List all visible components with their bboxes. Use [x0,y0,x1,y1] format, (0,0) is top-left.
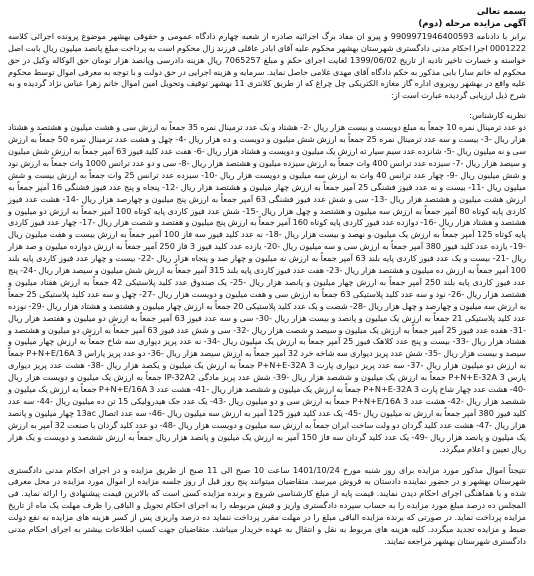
expert-opinion-list: دو عدد ترمینال نمره 10 جمعاً به مبلغ دویست و بیست هزار ریال -2- هشتاد و یک عدد ترمینال نمره 35 جمعاً به ارزش سی و هشت میلیون و هشتصد و هشتاد هزار ریال -3- بیست و سه عدد ترمینال نمره 25 جمعاً به ارزش شش میلیون و دویست و ده هزار ریال -4- چهل و هشت عدد ترمینال نمره 50 جمعاً به ارزش سی و نه میلیون ریال -5- شانزده عدد سیم سیار ته ارزش یک میلیون و دویست و هشتاد هزار ریال -6- هفت عدد کلید فیوز 63 آمپر جمعاً به ارزش شش میلیون و سیصد هزار ریال -7- سیزده عدد ترانس 400 وات جمعاً به ارزش سیزده میلیون و هشتصد هزار ریال -8- سی و دو عدد ترانس 1000 وات جمعاً به ارزش نود و شش میلیون ریال -9- چهار عدد ترانس 40 وات به ارزش سه میلیون و دویست هزار ریال -10- سیزده عدد ترانس 25 وات جمعاً به ارزش بیست و شش میلیون ریال -11- بیست و نه عدد فیوز فشنگی 25 آمپر جمعاً به ارزش چهار میلیون و هشتصد هزار ریال -12- پنجاه و پنج عدد فیوز فشنگی 16 آمپر جمعاً به ارزش هشت میلیون و هشتصد هزار ریال -13- سی و شش عدد فیوز فشنگی 63 آمپر جمعاً به ارزش پنج میلیون و چهارصد هزار ریال -14- هشت عدد فیوز کاردی پایه کوتاه 80 آمپر جمعاً به ارزش سه میلیون و هشتصد و چهل هزار ریال -15- شش عدد فیوز کاردی پایه کوتاه 100 آمپر جمعاً به ارزش دو میلیون و هشتصد و هشتاد هزار ریال -16- دوازده عدد فیوز کاردی پایه کوتاه 160 آمپر جمعاً به ارزش پنج میلیون و هفتصد و شصت هزار ریال -17- چهار عدد فیوز کاردی پایه کوتاه 125 آمپر جمعاً به ارزش یک میلیون و نهصد و بیست هزار ریال -18- نه عدد کلید فیوز سه فاز 100 آمپر جمعاً به ارزش بیست و هفت میلیون ریال -19- یازده عدد کلید فیوز 380 آمپر جمعاً به ارزش سی و سه میلیون ریال -20- یازده عدد کلید فیوز 3 فاز 250 آمپر جمعاً به ارزش دوازده میلیون و صد هزار ریال -21- بیست و یک عدد فیوز کاردی پایه بلند 63 آمپر جمعاً به ارزش نه میلیون و چهار صد و پنجاه هزار ریال -22- بیست و چهار عدد فیوز کاردی پایه بلند 100 آمپر جمعاً به ارزش ده میلیون و هشتصد هزار ریال -23- هفت عدد فیوز کاردی پایه بلند 315 آمپر جمعاً به ارزش شش میلیون و سیصد هزار ریال -24- پنج عدد فیوز کاردی پایه بلند 250 آمپر جمعاً به ارزش چهار میلیون و پانصد هزار ریال -25- یک صندوق عدد کلید پلاستیکی 42 جمعاً به ارزش هفتاد میلیون و هشتصد هزار ریال -26- نود و سه عدد کلید پلاستیکی 63 جمعاً به ارزش سی و هفت میلیون و دویست هزار ریال -27- چهل و سه عدد کلید پلاستیکی 25 جمعاً به ارزش سه میلیون و چهارصد و چهل هزار ریال -28- شصت و یک عدد کلید پلاستیکی 20 جمعاً به ارزش چهار میلیون و هشتصد و هشتاد هزار ریال -29- نوزده عدد کلید پلاستیکی 21 جمعاً به ارزش یک میلیون و پانصد و بیست هزار ریال -30- سی و سه عدد فیوز 63 آمپر جمعاً به ارزش دو میلیون و هفتصد هزار ریال -31- هفده عدد فیوز 25 آمپر جمعاً به ارزش یک میلیون و سیصد و شصت هزار ریال -32- سی و شش عدد فیوز 63 آمپر جمعاً به ارزش دو میلیون و هشتصد و هشتاد هزار ریال -33- بیست و پنج عدد کلاهک فیوز 25 آمپر جمعاً به ارزش یک میلیون ریال -34- نه عدد پریز دیواری سه شاخ جمعاً به ارزش چهار میلیون و سیصد و بیست هزار ریال -35- شش عدد پریز دیواری سه شاخه خرد 32 آمپر جمعاً به ارزش سیصد هزار ریال -36- دو عدد پریز پاراس P+N+E/16A 3 جمعاً به ارزش دو میلیون هزار ریال -37- سه عدد پریز دیواری پارت P+N+E-32A 3 جمعاً به ارزش یک میلیون و یکصد هزار ریال -38- هشت عدد پریز دیواری پارس P+N+E-32A 3 جمعاً به ارزش یک میلیون و ششصد هزار ریال -39- شش عدد پریز مادگی IP-32A2 جمعاً به ارزش یک میلیون و دویست هزار ریال -40- هشت عدد چهار شاخ پارت P+N+E-32A 3 جمعاً به ارزش یک میلیون و ششصد هزار ریال -41- هشت عدد P+N+E/16A 3 جمعاً به ارزش یک میلیون و ششصد هزار ریال -42- هشت عدد P+N+E/16A 3 جمعاً به ارزش سی و دو میلیون ریال -43- یک عدد جک هیدرولیکی 15 تن ده میلیون ریال -44- سه عدد کلید فیوز 380 آمپر جمعاً به ارزش نه میلیون ریال -45- یک عدد کلید فیوز 125 آمپر به ارزش سه میلیون ریال -46- سه عدد اتصال 13ac چهار میلیون و پانصد هزار ریال -47- هشت عدد کلید گردان دو ولت ساخت ایران جمعاً به ارزش سه میلیون و دویست هزار ریال -48- دو عدد کلید گردان با صنعت 32 آمپر به ارزش یک میلیون و پانصد هزار ریال -49- یک عدد کلید گردان سه فاز 150 آمپر به ارزش یک میلیون و پانصد هزار ریال جمعاً به ارزش ششصد و دویست و یک هزار ریال تعیین و اعلام میگردد. [8,122,527,454]
expert-opinion-heading: نظریه کارشناس: [469,110,526,121]
notice-title: آگهی مزایده مرحله (دوم) [418,19,526,30]
bismillah-heading: بسمه تعالی [476,7,526,17]
paragraph-gap [8,102,526,110]
notice-intro-paragraph: برابر با دادنامه 9909971946400593 و پیرو ان مفاد برگ اجرائیه صادره از شعبه چهارم دادگاه عمومی و حقوقی بهشهر موضوع پرونده اجرائی کلاسه 0001222 اجرا احکام مدنی دادگستری شهرستان بهشهر محکوم علیه آقای ابادر عاقلی فرزند زال محکوم است به پرداخت مبلغ پانصد میلیون ریال بابت اصل خواسته و خسارت تاخیر تادیه از تاریخ 1399/06/02 لغایت اجرای حکم و مبلغ 7065257 ریال هزینه دادرسی وپانصد هزار تومان حق الوکاله وکیل در حق محکوم له خانم سارا بابی مذکور به حکم دادگاه آقای مهدی غلامی حاصل نماید. سرمایه و هزینه اجرایی در حق دولت و با توجه به معرفی اموال توسط محکوم علیه واقع در بهشهر روبروی اداره گاز مغازه الکتریکی چل چراغ که از طریق کلانتری 11 بهشهر توقیف وتحویل امین اموال خانم زهرا عباس نژاد گردیده و به شرح ذیل ارزیابی گردیده عبارت است از: [8,30,527,101]
paragraph-gap [8,456,526,465]
notice-closing-paragraph: نتیجتاً اموال مذکور مورد مزایده برای روز شنبه مورخ 1401/10/24 ساعت 10 صبح الی 11 صبح از طریق مزایده و در اجرای احکام مدنی دادگستری شهرستان بهشهر و در حضور نماینده دادستان به فروش میرسد. متقاضیان میتوانند پنج روز قبل از روز جلسه مزایده از اموال مورد مزایده در محل معرفی شده و با هماهنگی اجرای احکام دیدن نمایند. قیمت پایه از مبلغ کارشناسی شروع و برنده مزایده کسی است که بالاترین قیمت پیشنهادی را ارائه نماید. فی المجلس ده درصد مبلغ مورد مزایده را به حساب سپرده دادگستری واریز و فیش مربوطه را به اجرای احکام تحویل و الباقی را ظرف مهلت یک ماه از تاریخ مزایده پرداخت نماید. در صورتی که برنده مزایده الباقی مبلغ را در مهلت مقرر پرداخت ننماید ده درصد واریزی پس از کسر هزینه های مزایده به نفع دولت ضبط و مزایده تجدید میگردد. کلیه هزینه های مربوط به نقل و انتقال به عهده خریدار میباشد. متقاضیان جهت کسب اطلاعات بیشتر به اجرای احکام مدنی دادگستری شهرستان بهشهر مراجعه نمایند. [8,464,526,546]
